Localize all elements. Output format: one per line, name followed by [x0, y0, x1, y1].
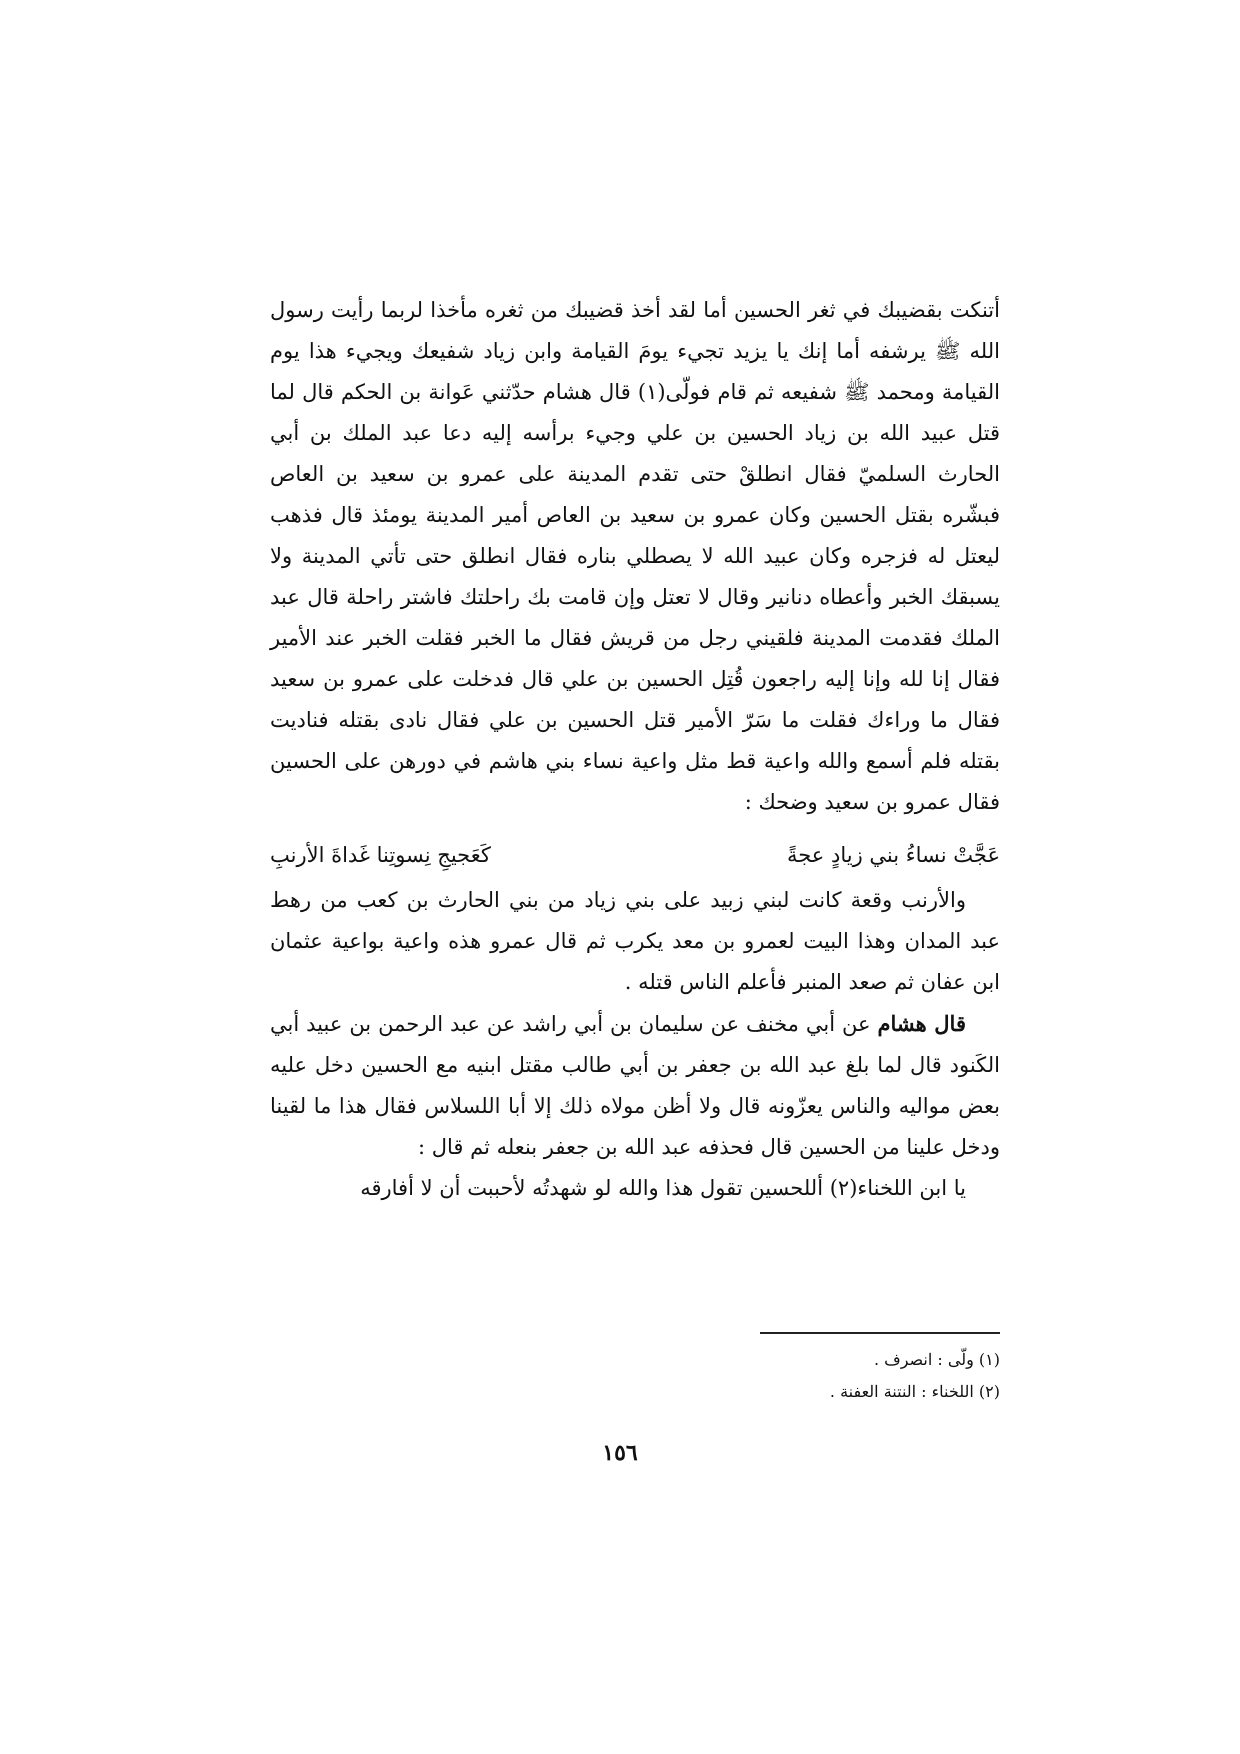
poetry-verse — [270, 835, 1000, 876]
paragraph-3 — [270, 1003, 1000, 1168]
verse-hemistich-left: كَعَجيجِ نِسوتِنا غَداةَ الأرنبِ — [270, 843, 491, 867]
footnote-divider — [760, 1332, 1000, 1334]
paragraph-4: يا ابن اللخناء(٢) أللحسين تقول هذا والله لو شهدتُه لأحببت أن لا أفارقه — [360, 1176, 966, 1200]
main-text-block — [270, 290, 1000, 1209]
paragraph-1: أتنكت بقضيبك في ثغر الحسين أما لقد أخذ قضيبك من ثغره مأخذا لربما رأيت رسول الله ﷺ يرشفه أما إنك يا يزيد تجيء يومَ القيامة وابن زياد شفيعك ويجيء هذا يوم القيامة ومحمد ﷺ شفيعه ثم قام فولّى(١) قال هشام حدّثني عَوانة بن الحكم قال لما قتل عبيد الله بن زياد الحسين بن علي وجيء برأسه إليه دعا عبد الملك بن أبي الحارث السلميّ فقال انطلقْ حتى تقدم المدينة على عمرو بن سعيد بن العاص فبشّره بقتل الحسين وكان عمرو بن سعيد بن العاص أمير المدينة يومئذ قال فذهب ليعتل له فزجره وكان عبيد الله لا يصطلي بناره فقال انطلق حتى تأتي المدينة ولا يسبقك الخبر وأعطاه دنانير وقال لا تعتل وإن قامت بك راحلتك فاشتر راحلة قال عبد الملك فقدمت المدينة فلقيني رجل من قريش فقال ما الخبر فقلت الخبر عند الأمير فقال إنا لله وإنا إليه راجعون قُتِل الحسين بن علي قال فدخلت على عمرو بن سعيد فقال ما وراءك فقلت ما سَرّ الأمير قتل الحسين بن علي فقال نادى بقتله فناديت بقتله فلم أسمع والله واعية قط مثل واعية نساء بني هاشم في دورهن على الحسين فقال عمرو بن سعيد وضحك : — [270, 298, 1000, 814]
footnotes — [560, 1344, 1000, 1408]
footnote-2: (٢) اللخناء : النتنة العفنة . — [829, 1382, 1000, 1401]
verse-hemistich-right: عَجَّتْ نساءُ بني زيادٍ عجةً — [786, 843, 1000, 867]
paragraph-3-text: عن أبي مخنف عن سليمان بن أبي راشد عن عبد الرحمن بن عبيد أبي الكَنود قال لما بلغ عبد الله بن جعفر بن أبي طالب مقتل ابنيه مع الحسين دخل عليه بعض مواليه والناس يعزّونه قال ولا أظن مولاه ذلك إلا أبا اللسلاس فقال هذا ما لقينا ودخل علينا من الحسين قال فحذفه عبد الله بن جعفر بنعله ثم قال : — [270, 1012, 1000, 1159]
paragraph-2: والأرنب وقعة كانت لبني زبيد على بني زياد من بني الحارث بن كعب من رهط عبد المدان وهذا البيت لعمرو بن معد يكرب ثم قال عمرو هذه واعية بواعية عثمان ابن عفان ثم صعد المنبر فأعلم الناس قتله . — [270, 888, 1000, 994]
paragraph-3-lead: قال هشام — [877, 1011, 966, 1036]
footnote-1: (١) ولّى : انصرف . — [873, 1350, 1000, 1369]
page-number: ١٥٦ — [602, 1440, 638, 1466]
